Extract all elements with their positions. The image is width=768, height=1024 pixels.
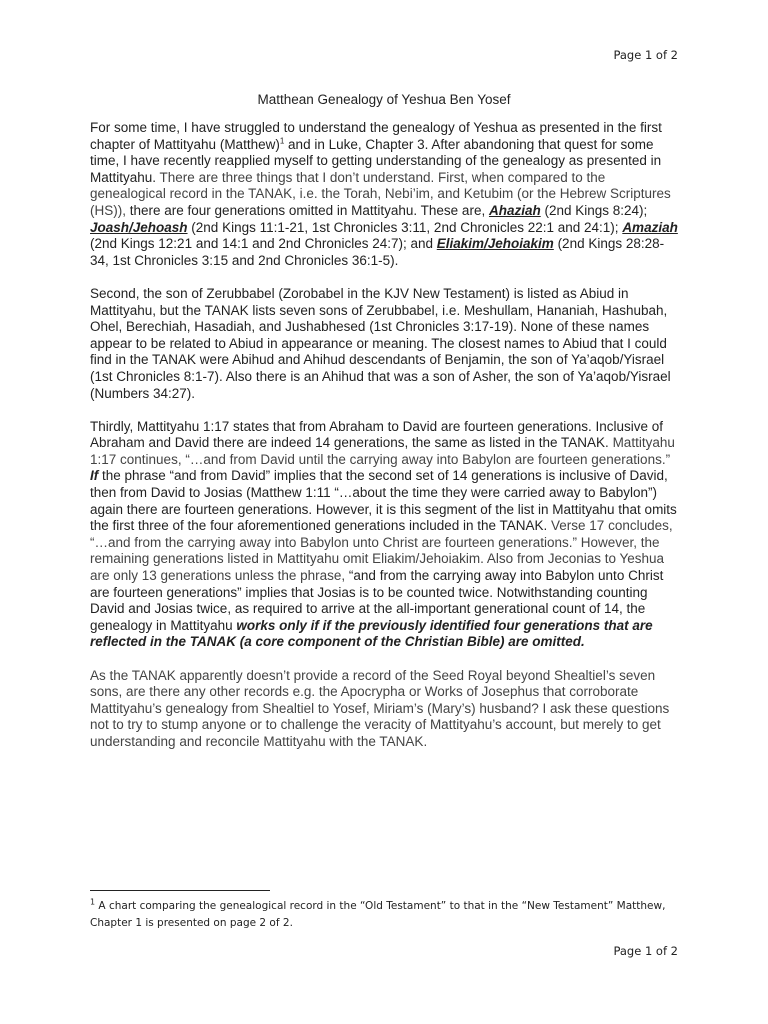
paragraph-3-text: Mattityahu 1:17 continues, “…and from David until the carrying away into Babylon are fourteen generations.” (90, 435, 675, 467)
footnote-marker: 1 (90, 897, 96, 907)
paragraph-3 (90, 419, 680, 651)
paragraph-4: As the TANAK apparently doesn’t provide a record of the Seed Royal beyond Shealtiel’s seven sons, are there any other records e.g. the Apocrypha or Works of Josephus that corroborate Mattityahu’s genealogy from Shealtiel to Yosef, Miriam’s (Mary’s) husband? I ask these questions not to try to stump anyone or to challenge the veracity of Mattityahu’s account, but merely to get understanding and reconcile Mattityahu with the TANAK. (90, 667, 670, 749)
paragraph-1-text: there are four generations omitted in Mattityahu. These are, (129, 202, 489, 218)
page-number-header: Page 1 of 2 (613, 48, 678, 62)
paragraph-1-text: There are three things that I don’t understand. First, when compared to the genealogical record in the TANAK, i.e. the Torah, Nebi’im, and Ketubim (or the Hebrew Scriptures (HS)), (90, 169, 671, 218)
document-body (90, 120, 680, 767)
paragraph-2: Second, the son of Zerubbabel (Zorobabel in the KJV New Testament) is listed as Abiud in Mattityahu, but the TANAK lists seven sons of Zerubbabel, i.e. Meshullam, Hananiah, Hashubah, Ohel, Berechiah, Hasadiah, and Jushabhesed (1st Chronicles 3:17-19). None of these names appear to be related to Abiud in appearance or meaning. The closest names to Abiud that I could find in the TANAK were Abihud and Ahihud descendants of Benjamin, the son of Ya’aqob/Yisrael (1st Chronicles 8:1-7). Also there is an Ahihud that was a son of Asher, the son of Ya’aqob/Yisrael (Numbers 34:27). (90, 285, 671, 401)
page-number-footer: Page 1 of 2 (613, 944, 678, 958)
paragraph-1-text: (2nd Kings 11:1-21, 1st Chronicles 3:11, 2nd Chronicles 22:1 and 24:1); (187, 219, 623, 235)
name-eliakim: Eliakim/Jehoiakim (436, 236, 554, 252)
paragraph-1-text: and in Luke, Chapter 3. After abandoning that quest for some time, I have recently reapplied myself to getting understanding of the genealogy as presented in Mattityahu. (90, 136, 662, 185)
footnote (90, 898, 690, 932)
emphasis-works-only-if: works only if if the previously identified four generations that are reflected in the TANAK (a core component of the Christian Bible) are omitted. (90, 617, 653, 650)
paragraph-1-text: (2nd Kings 28:28-34, 1st Chronicles 3:15 and 2nd Chronicles 36:1-5). (90, 236, 665, 268)
paragraph-1-text: (2nd Kings 8:24); (540, 202, 648, 218)
paragraph-3-text: the phrase “and from David” implies that the second set of 14 generations is inclusive of David, then from David to Josias (Matthew 1:11 “…about the time they were carried away to Babylon”) again there are fourteen generations. However, it is this segment of the list in Mattityahu that omits the first three of the four aforementioned generations included in the TANAK. (90, 468, 677, 534)
name-joash: Joash/Jehoash (90, 219, 188, 235)
footnote-text: A chart comparing the genealogical record in the “Old Testament” to that in the “New Testament” Matthew, Chapter 1 is presented on page 2 of 2. (90, 900, 666, 929)
name-amaziah: Amaziah (622, 219, 678, 235)
footnote-reference: 1 (279, 136, 285, 146)
paragraph-3-text: Thirdly, Mattityahu 1:17 states that from Abraham to David are fourteen generations. Inclusive of Abraham and David there are indeed 14 generations, the same as listed in the TANAK. (90, 418, 664, 451)
document-title: Matthean Genealogy of Yeshua Ben Yosef (257, 92, 511, 107)
emphasis-if: If (90, 468, 99, 484)
paragraph-1 (90, 120, 680, 269)
paragraph-3-text: Verse 17 concludes, “…and from the carrying away into Babylon unto Christ are fourteen generations.” However, the remaining generations listed in Mattityahu omit Eliakim/Jehoiakim. Also from Jeconias to Yeshua are only 13 generations unless the phrase, (90, 518, 673, 584)
footnote-divider (90, 890, 270, 891)
paragraph-3-text: “and from the carrying away into Babylon unto Christ are fourteen generations” implies that Josias is to be counted twice. Notwithstanding counting David and Josias twice, as required to arrive at the all-important generational count of 14, the genealogy in Mattityahu (90, 568, 664, 633)
paragraph-1-text: For some time, I have struggled to understand the genealogy of Yeshua as presented in the first chapter of Mattityahu (Matthew) (90, 120, 662, 152)
name-ahaziah: Ahaziah (488, 202, 541, 218)
paragraph-1-text: (2nd Kings 12:21 and 14:1 and 2nd Chronicles 24:7); and (90, 236, 437, 252)
